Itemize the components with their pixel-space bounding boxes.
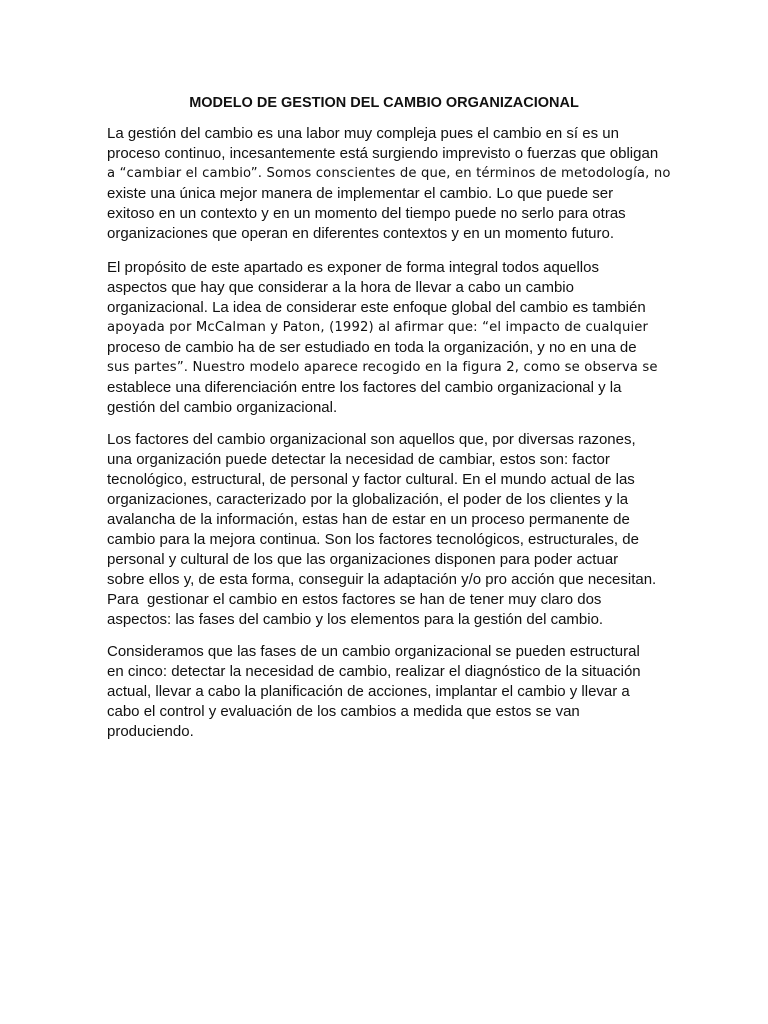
text-line: una organización puede detectar la necesidad de cambiar, estos son: factor — [107, 451, 610, 468]
text-line: proceso continuo, incesantemente está surgiendo imprevisto o fuerzas que obligan — [107, 145, 659, 162]
text-line: produciendo. — [107, 723, 194, 740]
text-line: apoyada por McCalman y Paton, (1992) al afirmar que: “el impacto de cualquier — [107, 320, 649, 335]
text-line: avalancha de la información, estas han de estar en un proceso permanente de — [107, 511, 630, 528]
text-line: Los factores del cambio organizacional son aquellos que, por diversas razones, — [107, 431, 636, 448]
text-line: establece una diferenciación entre los factores del cambio organizacional y la — [107, 379, 622, 396]
text-line: organizacional. La idea de considerar este enfoque global del cambio es también — [107, 299, 646, 316]
text-line: en cinco: detectar la necesidad de cambio, realizar el diagnóstico de la situación — [107, 663, 641, 680]
text-line: La gestión del cambio es una labor muy compleja pues el cambio en sí es un — [107, 125, 619, 142]
text-line: sobre ellos y, de esta forma, conseguir la adaptación y/o pro acción que necesitan. — [107, 571, 657, 588]
text-line: organizaciones, caracterizado por la globalización, el poder de los clientes y la — [107, 491, 629, 508]
text-line: proceso de cambio ha de ser estudiado en toda la organización, y no en una de — [107, 339, 637, 356]
text-line: cabo el control y evaluación de los cambios a medida que estos se van — [107, 703, 580, 720]
text-line: exitoso en un contexto y en un momento del tiempo puede no serlo para otras — [107, 205, 626, 222]
text-line: a “cambiar el cambio”. Somos conscientes de que, en términos de metodología, no — [107, 166, 671, 181]
text-line: El propósito de este apartado es exponer de forma integral todos aquellos — [107, 259, 599, 276]
text-line: existe una única mejor manera de implementar el cambio. Lo que puede ser — [107, 185, 614, 202]
paragraph-purpose — [107, 258, 667, 418]
paragraph-phases — [107, 642, 667, 742]
text-line: gestión del cambio organizacional. — [107, 399, 338, 416]
text-line: personal y cultural de los que las organizaciones disponen para poder actuar — [107, 551, 619, 568]
paragraph-intro — [107, 124, 671, 244]
paragraph-factors — [107, 430, 667, 630]
text-line: actual, llevar a cabo la planificación de acciones, implantar el cambio y llevar a — [107, 683, 630, 700]
document-title: MODELO DE GESTION DEL CAMBIO ORGANIZACIONAL — [189, 95, 579, 111]
text-line: aspectos: las fases del cambio y los elementos para la gestión del cambio. — [107, 611, 604, 628]
text-line: organizaciones que operan en diferentes contextos y en un momento futuro. — [107, 225, 614, 242]
text-line: cambio para la mejora continua. Son los factores tecnológicos, estructurales, de — [107, 531, 639, 548]
text-line: Consideramos que las fases de un cambio organizacional se pueden estructural — [107, 643, 640, 660]
text-line: sus partes”. Nuestro modelo aparece recogido en la figura 2, como se observa se — [107, 360, 658, 375]
text-line: tecnológico, estructural, de personal y factor cultural. En el mundo actual de las — [107, 471, 635, 488]
text-line: aspectos que hay que considerar a la hora de llevar a cabo un cambio — [107, 279, 574, 296]
text-line: Para gestionar el cambio en estos factores se han de tener muy claro dos — [107, 591, 602, 608]
